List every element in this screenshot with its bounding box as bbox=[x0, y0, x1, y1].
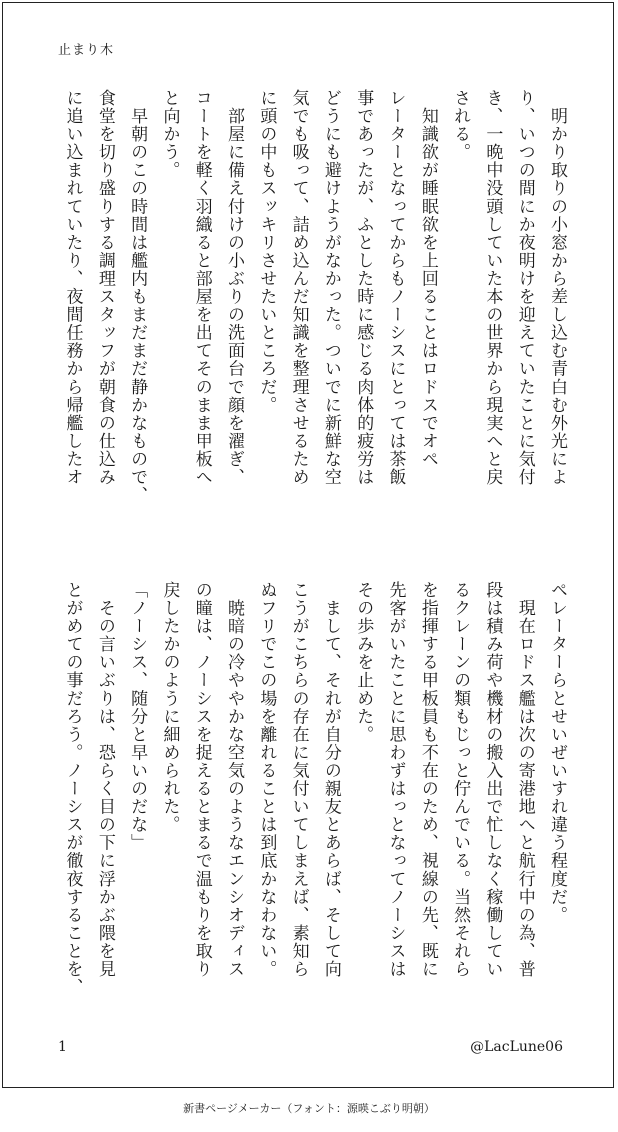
text-line: される。 bbox=[450, 89, 471, 162]
text-line: どうにも避けようがなかった。ついでに新鮮な空 bbox=[320, 89, 341, 487]
text-line: 暁暗の冷ややかな空気のようなエンシオディス bbox=[224, 581, 245, 979]
text-line: 事であったが、ふとした時に感じる肉体的疲労は bbox=[353, 89, 374, 487]
author-handle: @LacLune06 bbox=[470, 1039, 563, 1055]
text-line: るクレーンの類もじっと佇んでいる。当然それら bbox=[450, 581, 471, 979]
text-line: に追い込まれていたり、夜間任務から帰艦したオ bbox=[62, 89, 83, 487]
text-line: ペレーターらとせいぜいすれ違う程度だ。 bbox=[547, 581, 567, 924]
generator-credit: 新書ページメーカー（フォント：源暎こぶり明朝） bbox=[183, 1102, 435, 1115]
text-line: レーターとなってからもノーシスにとっては茶飯 bbox=[385, 89, 406, 487]
text-line: を指揮する甲板員も不在のため、視線の先、既に bbox=[417, 581, 438, 979]
text-line: こうがこちらの存在に気付いてしまえば、素知ら bbox=[288, 581, 309, 979]
text-line: 先客がいたことに思わずはっとなってノーシスは bbox=[385, 581, 406, 979]
text-line: 部屋に備え付けの小ぶりの洗面台で顔を濯ぎ、 bbox=[224, 89, 245, 487]
book-page bbox=[2, 2, 614, 1088]
text-line: まして、それが自分の親友とあらば、そして向 bbox=[320, 581, 341, 979]
text-line: 戻したかのように細められた。 bbox=[159, 581, 180, 834]
page-title: 止まり木 bbox=[58, 43, 115, 58]
text-line: 明かり取りの小窓から差し込む青白む外光によ bbox=[547, 89, 567, 487]
text-line: その言いぶりは、恐らく目の下に浮かぶ隈を見 bbox=[94, 581, 115, 979]
text-line: とがめての事だろう。ノーシスが徹夜することを、 bbox=[62, 581, 83, 997]
text-line: と向かう。 bbox=[159, 89, 180, 180]
text-line: き、一晩中没頭していた本の世界から現実へと戻 bbox=[482, 89, 503, 487]
text-line: その歩みを止めた。 bbox=[353, 581, 374, 744]
text-line: 知識欲が睡眠欲を上回ることはロドスでオペ bbox=[417, 89, 438, 469]
text-line: ぬフリでこの場を離れることは到底かなわない。 bbox=[256, 581, 277, 979]
text-line: に頭の中もスッキリさせたいところだ。 bbox=[256, 89, 277, 414]
text-line: コートを軽く羽織ると部屋を出てそのまま甲板へ bbox=[191, 89, 212, 487]
text-line: 早朝のこの時間は艦内もまだまだ静かなもので、 bbox=[127, 89, 148, 505]
text-block-top bbox=[56, 89, 573, 529]
text-line: 食堂を切り盛りする調理スタッフが朝食の仕込み bbox=[94, 89, 115, 487]
text-block-bottom bbox=[56, 581, 573, 1021]
text-line: 段は積み荷や機材の搬入出で忙しなく稼働してい bbox=[482, 581, 503, 979]
text-line: の瞳は、ノーシスを捉えるとまるで温もりを取り bbox=[191, 581, 212, 979]
text-line: 気でも吸って、詰め込んだ知識を整理させるため bbox=[288, 89, 309, 487]
text-line: り、いつの間にか夜明けを迎えていたことに気付 bbox=[514, 89, 535, 487]
text-line: 現在ロドス艦は次の寄港地へと航行中の為、普 bbox=[514, 581, 535, 979]
text-line: 「ノーシス、随分と早いのだな」 bbox=[127, 581, 148, 852]
page-number: 1 bbox=[58, 1039, 67, 1055]
